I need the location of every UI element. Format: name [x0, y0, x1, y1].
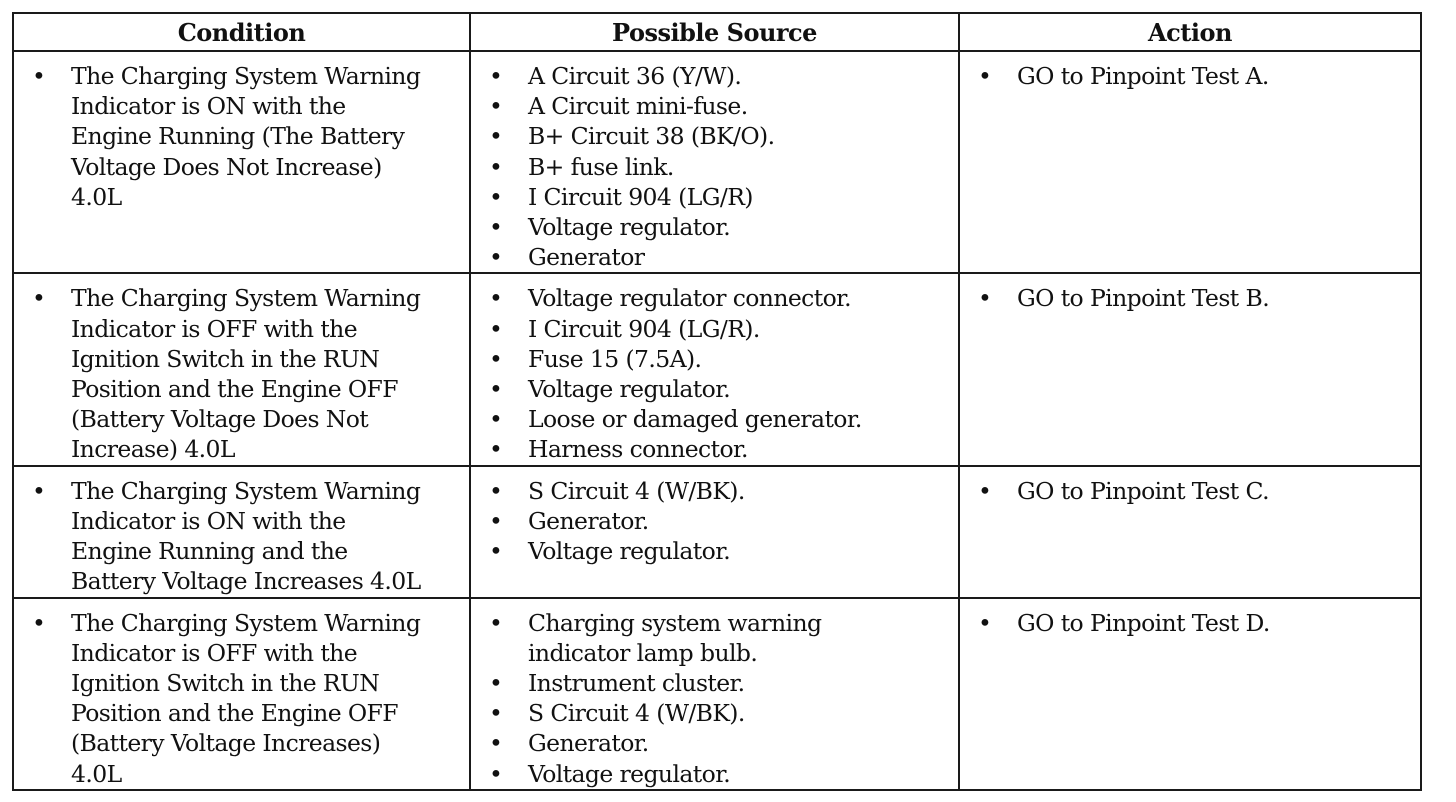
source-item: • Voltage regulator. [471, 374, 952, 404]
possible-source-header: Possible Source [470, 13, 959, 51]
source-item: • Generator. [471, 728, 952, 758]
source-item: • Voltage regulator. [471, 759, 952, 789]
source-item: • Generator. [471, 506, 952, 536]
source-item: • B+ fuse link. [471, 152, 952, 182]
condition-text: • The Charging System Warning Indicator is OFF with the Ignition Switch in the RUN Position and the Engine OFF (Battery Voltage Increases) 4.0L [14, 608, 463, 789]
source-item: • Fuse 15 (7.5A). [471, 344, 952, 374]
condition-text: • The Charging System Warning Indicator is OFF with the Ignition Switch in the RUN Position and the Engine OFF (Battery Voltage Does Not Increase) 4.0L [14, 283, 463, 464]
source-item: • Harness connector. [471, 434, 952, 464]
condition-cell [13, 598, 470, 790]
source-item: • S Circuit 4 (W/BK). [471, 698, 952, 728]
condition-cell [13, 51, 470, 273]
source-cell [470, 51, 959, 273]
source-item: • I Circuit 904 (LG/R). [471, 314, 952, 344]
source-item: • I Circuit 904 (LG/R) [471, 182, 952, 212]
action-text: • GO to Pinpoint Test C. [960, 476, 1414, 506]
table-row [13, 273, 1421, 465]
source-item: • Charging system warning indicator lamp bulb. [471, 608, 952, 668]
diagnosis-table [12, 12, 1422, 791]
source-item: • B+ Circuit 38 (BK/O). [471, 121, 952, 151]
table-row [13, 51, 1421, 273]
source-item: • Generator [471, 242, 952, 272]
action-cell [959, 51, 1421, 273]
source-cell [470, 466, 959, 598]
action-cell [959, 598, 1421, 790]
source-item: • Voltage regulator connector. [471, 283, 952, 313]
source-cell [470, 273, 959, 465]
action-text: • GO to Pinpoint Test A. [960, 61, 1414, 91]
action-cell [959, 273, 1421, 465]
source-item: • A Circuit 36 (Y/W). [471, 61, 952, 91]
condition-cell [13, 273, 470, 465]
source-item: • S Circuit 4 (W/BK). [471, 476, 952, 506]
source-item: • Instrument cluster. [471, 668, 952, 698]
condition-header: Condition [13, 13, 470, 51]
source-item: • Voltage regulator. [471, 536, 952, 566]
condition-text: • The Charging System Warning Indicator is ON with the Engine Running and the Battery Voltage Increases 4.0L [14, 476, 463, 597]
condition-cell [13, 466, 470, 598]
source-item: • A Circuit mini-fuse. [471, 91, 952, 121]
source-item: • Voltage regulator. [471, 212, 952, 242]
action-text: • GO to Pinpoint Test D. [960, 608, 1414, 638]
table-row [13, 466, 1421, 598]
source-item: • Loose or damaged generator. [471, 404, 952, 434]
action-text: • GO to Pinpoint Test B. [960, 283, 1414, 313]
table-row [13, 598, 1421, 790]
source-cell [470, 598, 959, 790]
header-row [13, 13, 1421, 51]
action-header: Action [959, 13, 1421, 51]
condition-text: • The Charging System Warning Indicator is ON with the Engine Running (The Battery Voltage Does Not Increase) 4.0L [14, 61, 463, 212]
action-cell [959, 466, 1421, 598]
